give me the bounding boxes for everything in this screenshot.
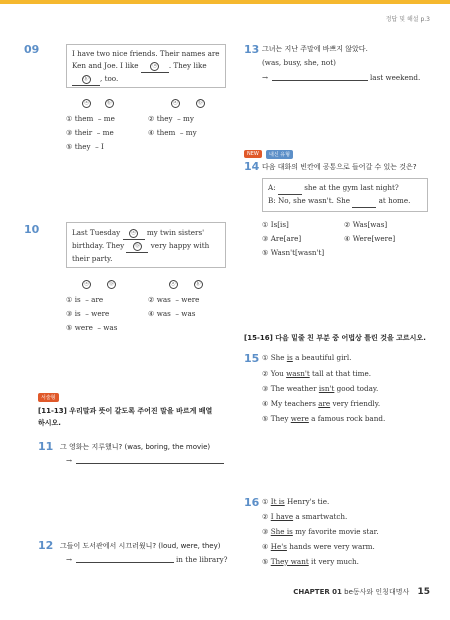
q10-line1: Last Tuesday ⓐ my twin sisters' [72,227,222,240]
q15-option-2[interactable]: ② You wasn't tall at that time. [262,369,372,378]
question-number-09: 09 [24,43,40,56]
q10-option-1[interactable]: ① is – are [66,295,104,304]
q14-option-5[interactable]: ⑤ Wasn't[wasn't] [262,248,325,257]
q11-prompt: 그 영화는 지루했니? (was, boring, the movie) [60,443,211,451]
q09-passage-box [66,44,226,88]
q12-tail: in the library? [176,555,228,564]
footer [293,587,430,597]
q10-option-3[interactable]: ③ is – were [66,309,110,318]
q09-option-1[interactable]: ① them – me [66,114,115,123]
question-number-16: 16 [244,496,260,509]
q14-option-3[interactable]: ③ Are[are] [262,234,302,243]
q13-words: (was, busy, she, not) [262,58,336,67]
q09-line2: Ken and Joe. I like ⓐ . They like [72,60,222,73]
page-number: 15 [417,587,430,597]
top-accent-bar [0,0,450,4]
q09-option-5[interactable]: ⑤ they – I [66,142,104,151]
q15-option-5[interactable]: ⑤ They were a famous rock band. [262,414,386,423]
descriptive-tag: 서술형 [38,393,59,402]
footer-title: be동사와 인칭대명사 [344,588,410,596]
question-number-10: 10 [24,223,40,236]
q09-col-labels: ⓐ ⓑ ⓐ ⓑ [83,99,203,106]
q16-option-3[interactable]: ③ She is my favorite movie star. [262,527,379,536]
q11-arrow: → [66,456,73,465]
q14-option-1[interactable]: ① Is[is] [262,220,289,229]
section-11-13-title-1: [11-13] 우리말과 뜻이 같도록 주어진 말을 바르게 배열 [38,407,213,415]
q09-line1: I have two nice friends. Their names are [72,49,220,58]
q09-line3: ⓑ , too. [72,73,222,86]
q13-arrow: → [262,73,269,82]
new-tag: NEW [244,150,262,158]
q16-option-4[interactable]: ④ He's hands were very warm. [262,542,375,551]
q09-option-4[interactable]: ④ them – my [148,128,197,137]
q16-option-1[interactable]: ① It is Henry's tie. [262,497,330,506]
q10-option-2[interactable]: ② was – were [148,295,200,304]
section-11-13-title-2: 하시오. [38,419,61,427]
q10-passage-box [66,222,226,268]
q12-arrow: → [66,555,73,564]
q15-option-4[interactable]: ④ My teachers are very friendly. [262,399,381,408]
q14-dialog-a: A: she at the gym last night? [268,182,426,195]
q10-option-4[interactable]: ④ was – was [148,309,196,318]
question-number-15: 15 [244,352,260,365]
q10-option-5[interactable]: ⑤ were – was [66,323,118,332]
question-number-12: 12 [38,539,54,552]
q15-option-3[interactable]: ③ The weather isn't good today. [262,384,379,393]
q09-option-3[interactable]: ③ their – me [66,128,114,137]
q13-prompt: 그녀는 지난 주말에 바쁘지 않았다. [262,45,368,53]
q10-line3: their party. [72,254,113,263]
exam-type-tag: 내신 유형 [266,150,293,159]
question-number-11: 11 [38,440,54,453]
q12-prompt: 그들이 도서관에서 시끄러웠니? (loud, were, they) [60,542,221,550]
q14-prompt: 다음 대화의 빈칸에 공통으로 들어갈 수 있는 것은? [262,163,417,171]
q16-option-5[interactable]: ⑤ They want it very much. [262,557,359,566]
q16-option-2[interactable]: ② I have a smartwatch. [262,512,348,521]
q10-line2: birthday. They ⓑ very happy with [72,240,222,253]
question-number-13: 13 [244,43,260,56]
q14-dialog-b: B: No, she wasn't. She at home. [268,195,426,208]
q13-tail: last weekend. [370,73,421,82]
q11-answer-line[interactable] [76,463,224,464]
q15-option-1[interactable]: ① She is a beautiful girl. [262,353,352,362]
q14-option-4[interactable]: ④ Were[were] [344,234,396,243]
q09-option-2[interactable]: ② they – my [148,114,194,123]
question-number-14: 14 [244,160,260,173]
q13-answer-line[interactable] [272,80,368,81]
section-15-16-title: [15-16] 다음 밑줄 친 부분 중 어법상 틀린 것을 고르시오. [244,334,426,342]
q12-answer-line[interactable] [76,562,174,563]
footer-chapter: CHAPTER 01 [293,588,342,596]
q10-col-labels: ⓐ ⓑ ⓐ ⓑ [83,280,201,287]
q14-option-2[interactable]: ② Was[was] [344,220,388,229]
q14-dialog-box [262,178,428,212]
answer-reference: 정답 및 해설 p.3 [385,16,430,23]
